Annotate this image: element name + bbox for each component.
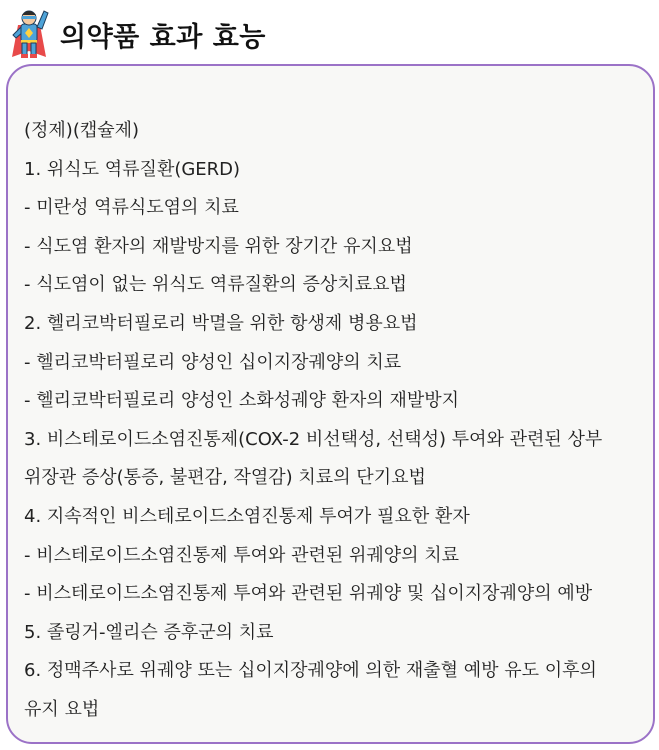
indication-line: - 미란성 역류식도염의 치료	[24, 197, 239, 219]
indication-line: - 식도염 환자의 재발방지를 위한 장기간 유지요법	[24, 235, 413, 257]
indication-line: 유지 요법	[24, 698, 100, 720]
indication-line: - 비스테로이드소염진통제 투여와 관련된 위궤양의 치료	[24, 544, 460, 566]
dosage-form-line: (정제)(캡슐제)	[24, 120, 140, 141]
indication-line: - 헬리코박터필로리 양성인 십이지장궤양의 치료	[24, 351, 402, 373]
superhero-icon	[8, 7, 50, 61]
indication-line: - 식도염이 없는 위식도 역류질환의 증상치료요법	[24, 274, 407, 296]
indications-panel	[6, 64, 655, 744]
indication-line: 6. 정맥주사로 위궤양 또는 십이지장궤양에 의한 재출혈 예방 유도 이후의	[24, 660, 597, 682]
indication-line: 5. 졸링거-엘리슨 증후군의 치료	[24, 621, 274, 643]
page-header	[8, 6, 266, 62]
indication-line: - 비스테로이드소염진통제 투여와 관련된 위궤양 및 십이지장궤양의 예방	[24, 583, 593, 605]
indication-line: 2. 헬리코박터필로리 박멸을 위한 항생제 병용요법	[24, 312, 418, 334]
indication-line: 위장관 증상(통증, 불편감, 작열감) 치료의 단기요법	[24, 467, 426, 489]
page-title: 의약품 효과 효능	[60, 21, 266, 53]
indication-line: 3. 비스테로이드소염진통제(COX-2 비선택성, 선택성) 투여와 관련된 상부	[24, 428, 603, 450]
indication-line: 1. 위식도 역류질환(GERD)	[24, 158, 241, 180]
indication-line: 4. 지속적인 비스테로이드소염진통제 투여가 필요한 환자	[24, 505, 470, 527]
indication-line: - 헬리코박터필로리 양성인 소화성궤양 환자의 재발방지	[24, 390, 460, 412]
